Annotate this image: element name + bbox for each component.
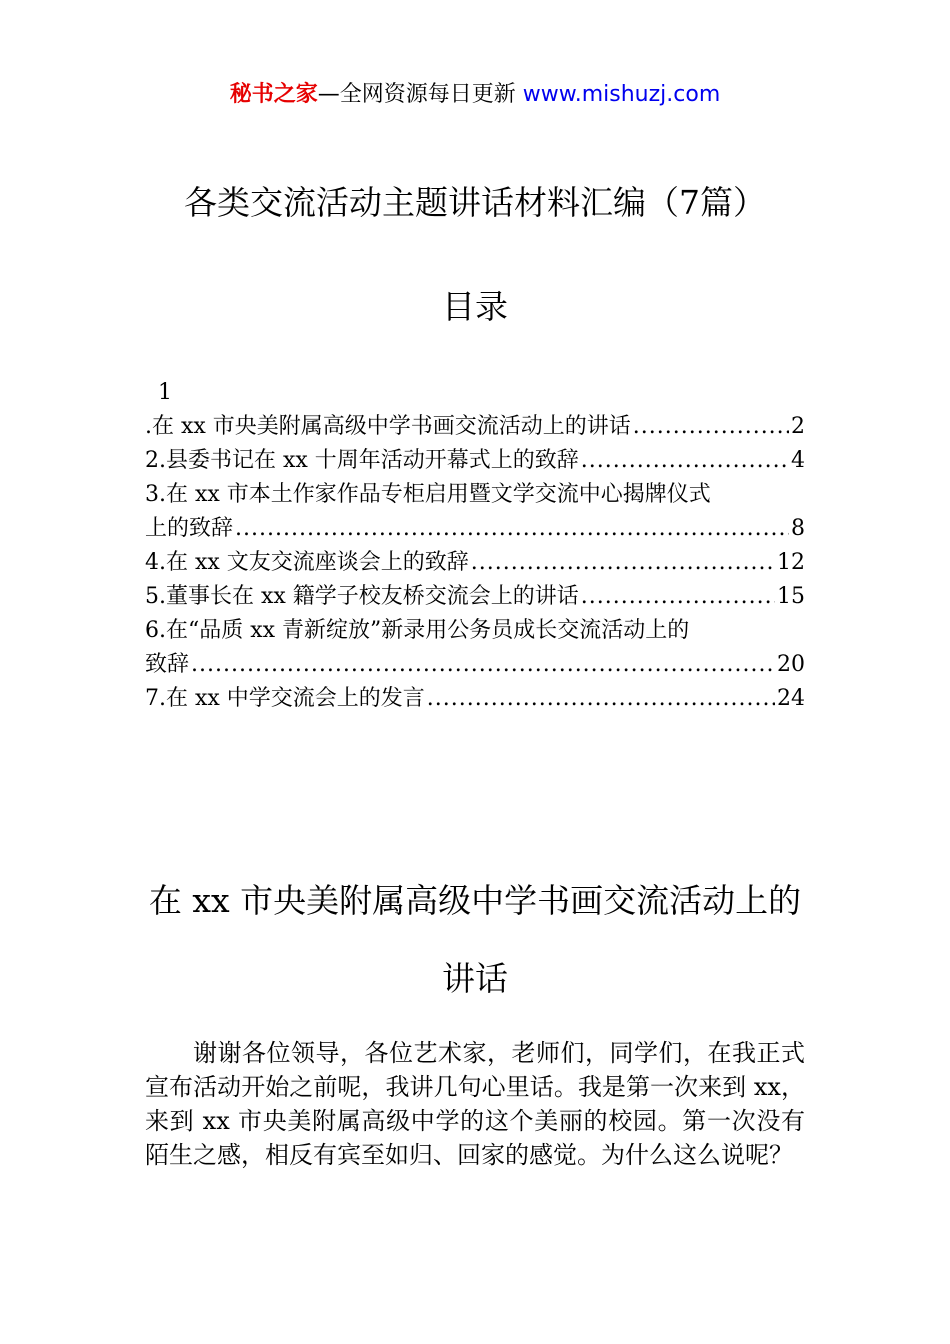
toc-entry-text: 5.董事长在 xx 籍学子校友桥交流会上的讲话 <box>145 584 579 609</box>
toc-entry-text: 3.在 xx 市本土作家作品专柜启用暨文学交流中心揭牌仪式 <box>145 482 711 507</box>
toc-entry-text: 4.在 xx 文友交流座谈会上的致辞 <box>145 550 469 575</box>
toc-page-number: 12 <box>777 550 805 575</box>
toc-entry[interactable] <box>145 444 805 478</box>
toc-entry-line <box>145 512 805 546</box>
toc-leader-dots <box>191 648 775 682</box>
toc-entry-line <box>145 580 805 614</box>
toc-page-number: 15 <box>777 584 805 609</box>
toc-entry-line <box>145 444 805 478</box>
toc-entry[interactable] <box>145 478 805 546</box>
toc-entry[interactable] <box>145 682 805 716</box>
toc-leader-dots <box>235 512 789 546</box>
document-title: 各类交流活动主题讲话材料汇编（7篇） <box>184 183 766 222</box>
site-banner <box>0 78 950 112</box>
toc-entry[interactable] <box>145 614 805 682</box>
table-of-contents <box>145 410 805 716</box>
toc-leader-dots <box>581 580 775 614</box>
toc-entry[interactable] <box>145 410 805 444</box>
toc-entry-text: 致辞 <box>145 652 190 677</box>
toc-page-number: 4 <box>791 448 805 473</box>
toc-leader-dots <box>581 444 789 478</box>
toc-entry-line <box>145 648 805 682</box>
toc-entry-line <box>145 410 805 444</box>
banner-tagline: —全网资源每日更新 <box>317 82 523 107</box>
toc-lead-number: 1 <box>158 380 172 405</box>
toc-entry-line <box>145 682 805 716</box>
toc-page-number: 8 <box>791 516 805 541</box>
toc-leader-dots <box>633 410 789 444</box>
toc-leader-dots <box>427 682 775 716</box>
toc-leader-dots <box>471 546 775 580</box>
banner-brand: 秘书之家 <box>229 82 318 107</box>
toc-entry-text: 2.县委书记在 xx 十周年活动开幕式上的致辞 <box>145 448 579 473</box>
toc-page-number: 20 <box>777 652 805 677</box>
article-title: 在 xx 市央美附属高级中学书画交流活动上的讲话 <box>148 881 802 998</box>
toc-entry-text: 7.在 xx 中学交流会上的发言 <box>145 686 425 711</box>
toc-entry-text: 上的致辞 <box>145 516 234 541</box>
toc-entry-text: .在 xx 市央美附属高级中学书画交流活动上的讲话 <box>145 414 631 439</box>
article-body: 谢谢各位领导，各位艺术家，老师们，同学们，在我正式宣布活动开始之前呢，我讲几句心里话。我是第一次来到 xx，来到 xx 市央美附属高级中学的这个美丽的校园。第一次没有陌生之感，相反有宾至如归、回家的感觉。为什么这么说呢？ <box>145 1039 805 1169</box>
toc-entry[interactable] <box>145 546 805 580</box>
toc-entry[interactable] <box>145 580 805 614</box>
toc-heading: 目录 <box>442 287 508 326</box>
toc-page-number: 2 <box>791 414 805 439</box>
banner-url-link[interactable]: www.mishuzj.com <box>522 82 721 107</box>
toc-entry-text: 6.在“品质 xx 青新绽放”新录用公务员成长交流活动上的 <box>145 618 690 643</box>
toc-page-number: 24 <box>777 686 805 711</box>
toc-entry-line <box>145 546 805 580</box>
